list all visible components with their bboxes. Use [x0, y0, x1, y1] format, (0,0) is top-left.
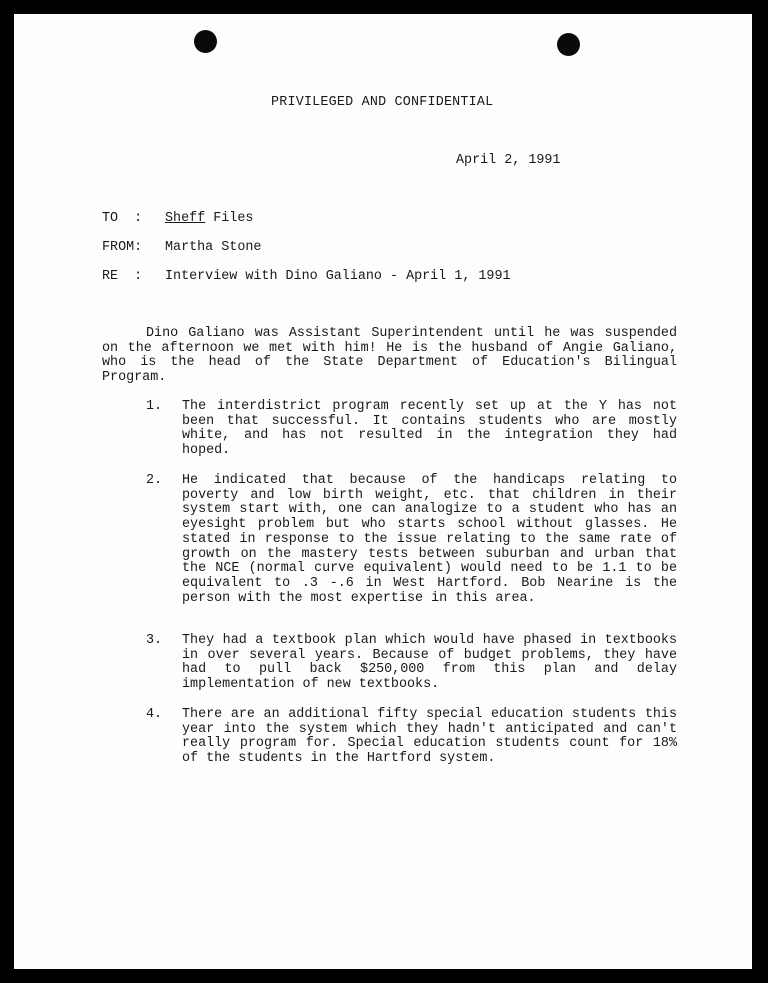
punch-hole-left [194, 30, 217, 53]
list-item-text: The interdistrict program recently set up at the Y has not been that successful. It contains students who are mostly white, and has not resulted in the integration they had hoped. [182, 399, 677, 459]
punch-hole-right [557, 33, 580, 56]
memo-re-row [102, 269, 511, 284]
list-item-text: There are an additional fifty special education students this year into the system which they hadn't anticipated and can't really program for. Special education students count for 18% of the students in the Hartford system. [182, 707, 677, 767]
from-value: Martha Stone [165, 240, 262, 255]
list-item [146, 474, 677, 606]
from-label: FROM: [102, 240, 143, 255]
list-item-number: 1. [146, 399, 163, 414]
to-name: Sheff [165, 211, 206, 226]
memo-date: April 2, 1991 [456, 153, 561, 168]
list-item-number: 3. [146, 633, 163, 648]
intro-paragraph: Dino Galiano was Assistant Superintendent until he was suspended on the afternoon we met with him! He is the husband of Angie Galiano, who is the head of the State Department of Education's Bilingual Program. [102, 326, 677, 386]
confidential-heading: PRIVILEGED AND CONFIDENTIAL [271, 95, 494, 110]
memo-to-row [102, 211, 253, 226]
list-item-number: 2. [146, 473, 163, 488]
list-item-text: He indicated that because of the handicaps relating to poverty and low birth weight, etc. that children in their system start with, one can analogize to a student who has an eyesight problem but who starts school without glasses. He stated in response to the issue relating to the same rate of growth on the mastery tests between suburban and urban that the NCE (normal curve equivalent) would need to be 1.1 to be equivalent to .3 -.6 in West Hartford. Bob Nearine is the person with the most expertise in this area. [182, 473, 677, 606]
list-item-number: 4. [146, 707, 163, 722]
re-value: Interview with Dino Galiano - April 1, 1991 [165, 269, 511, 284]
list-item-text: They had a textbook plan which would have phased in textbooks in over several years. Because of budget problems, they have had to pull back $250,000 from this plan and delay implementation of new textbooks. [182, 633, 677, 693]
document-page [14, 14, 752, 969]
memo-from-row [102, 240, 261, 255]
list-item [146, 708, 677, 767]
to-rest: Files [205, 211, 254, 226]
list-item [146, 634, 677, 693]
list-item [146, 400, 677, 459]
to-label: TO : [102, 211, 143, 226]
re-label: RE : [102, 269, 143, 284]
